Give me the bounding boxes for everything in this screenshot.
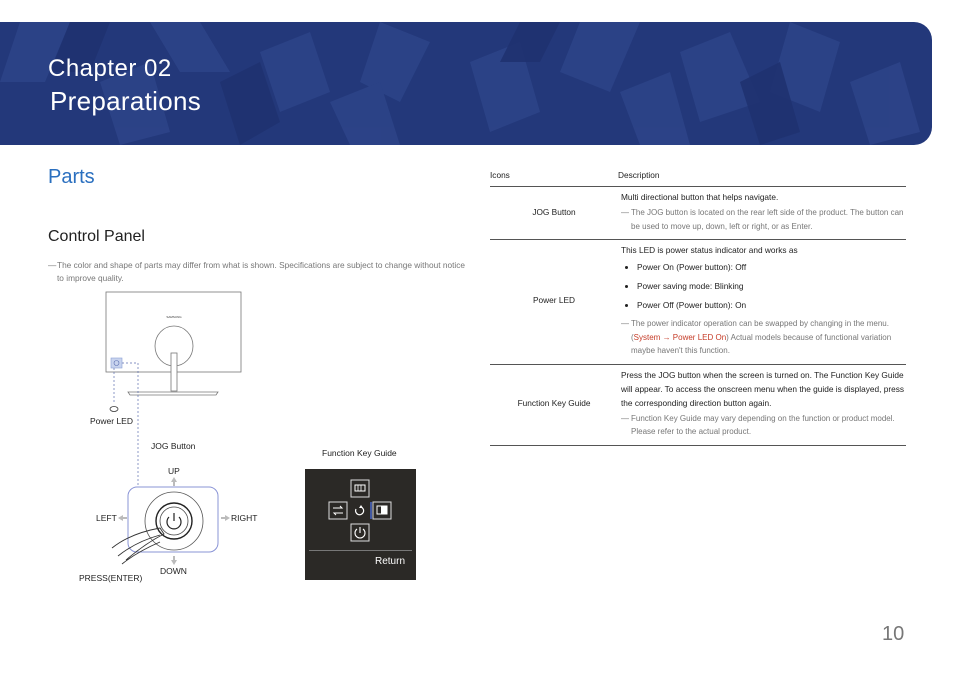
jog-leader [122,363,138,492]
control-panel-table [490,168,906,446]
stand-base [128,392,218,395]
right-label: RIGHT [231,513,258,523]
table-row [490,364,906,445]
header-description: Description [618,168,906,187]
menu-path-system: System [633,332,661,342]
monitor-logo: SAMSUNG [166,315,182,319]
table-row [490,240,906,365]
list-item: • Power On (Power button): Off [637,260,906,274]
row-icon-function-key-guide: Function Key Guide [490,364,618,445]
menu-path-power-led-on: Power LED On [672,332,727,342]
function-key-guide-panel [305,469,416,580]
jog-note: ― The JOG button is located on the rear left side of the product. The button can be used to move up, down, left or right, or as Enter. [621,208,904,231]
function-key-guide-note: ― Function Key Guide may vary depending on the function or product model. Please refer to the actual product. [621,413,895,436]
row-desc-jog [618,187,906,240]
row-desc-function-key-guide [618,364,906,445]
power-led-states [621,260,906,312]
chapter-number: Chapter 02 [48,55,172,82]
page-number: 10 [882,623,905,645]
list-item: • Power saving mode: Blinking [637,279,906,293]
note-text: The color and shape of parts may differ from what is shown. Specifications are subject to change without notice to improve quality. [57,260,465,283]
press-enter-label: PRESS(ENTER) [79,573,143,583]
chapter-title: Preparations [50,86,202,116]
menu-key-frame [351,480,369,497]
jog-description: Multi directional button that helps navigate. [621,192,779,202]
up-label: UP [168,466,180,476]
source-key-frame [329,502,347,519]
power-led-icon [110,407,118,412]
left-label: LEFT [96,513,117,523]
function-key-guide-description: Press the JOG button when the screen is turned on. The Function Key Guide will appear. To access the onscreen menu when the guide is displayed, press the corresponding direction button again. [621,369,905,408]
note-dash: ― [48,260,57,270]
power-led-label: Power LED [90,416,133,426]
function-key-guide-label: Function Key Guide [322,448,397,458]
guide-separator [309,550,412,551]
subsection-title: Control Panel [48,228,145,245]
section-title: Parts [48,166,95,188]
return-label: Return [375,556,406,567]
power-led-note: ― The power indicator operation can be swapped by changing in the menu. (System → Power LED On) Actual models because of functional variation maybe haven't this function. [621,319,892,355]
jog-button-label: JOG Button [151,441,196,451]
header-icons: Icons [490,168,618,187]
table-row [490,187,906,240]
up-arrow-icon [171,477,177,486]
power-led-description: This LED is power status indicator and works as [621,245,798,255]
down-label: DOWN [160,566,187,576]
list-item: • Power Off (Power button): On [637,298,906,312]
down-arrow-icon [171,556,177,565]
jog-location-marker [111,358,122,368]
row-desc-power-led [618,240,906,365]
return-icon [356,507,364,515]
source-icon [333,506,343,515]
stand-neck [171,353,177,391]
menu-icon [355,485,365,491]
left-arrow-icon [118,515,127,521]
row-icon-power-led: Power LED [490,240,618,365]
right-arrow-icon [221,515,230,521]
row-icon-jog: JOG Button [490,187,618,240]
